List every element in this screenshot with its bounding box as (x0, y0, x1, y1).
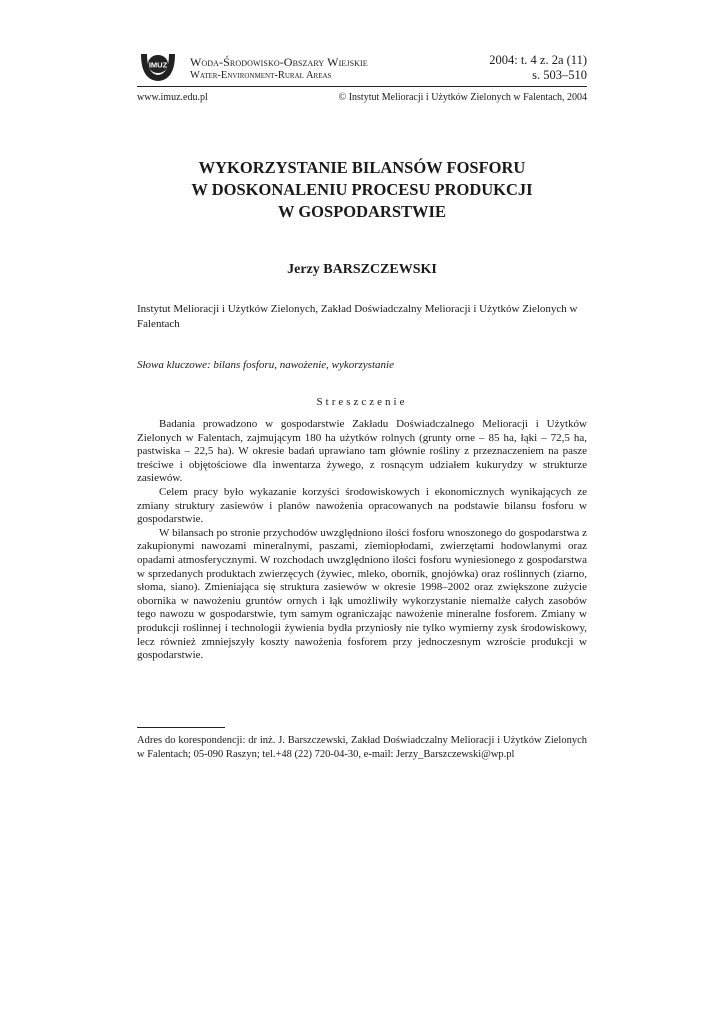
footnote-divider (137, 727, 225, 728)
issue-info: 2004: t. 4 z. 2a (11) (489, 53, 587, 67)
correspondence-footnote: Adres do korespondencji: dr inż. J. Barszczewski, Zakład Doświadczalny Melioracji i Użytków Zielonych w Falentach; 05-090 Raszyn; tel.+48 (22) 720-04-30, e-mail: Jerzy_Barszczewski@wp.pl (137, 735, 587, 760)
title-line: W GOSPODARSTWIE (278, 202, 446, 221)
header-divider (137, 86, 587, 87)
article-title (137, 157, 587, 223)
website-link[interactable]: www.imuz.edu.pl (137, 92, 208, 103)
page-range: s. 503–510 (532, 68, 587, 82)
copyright-notice: © Instytut Melioracji i Użytków Zielonych w Falentach, 2004 (338, 92, 587, 103)
journal-subtitle: Water-Environment-Rural Areas (190, 70, 332, 81)
author-name: Jerzy BARSZCZEWSKI (287, 262, 437, 277)
keywords: Słowa kluczowe: bilans fosforu, nawożenie, wykorzystanie (137, 359, 394, 371)
author-affiliation: Instytut Melioracji i Użytków Zielonych, Zakład Doświadczalny Melioracji i Użytków Zielonych w Falentach (137, 303, 578, 330)
abstract-body (137, 418, 587, 663)
abstract-heading: Streszczenie (316, 396, 408, 408)
abstract-paragraph: Badania prowadzono w gospodarstwie Zakładu Doświadczalnego Melioracji i Użytków Zielonych w Falentach, zajmującym 180 ha użytków rolnych (grunty orne – 85 ha, łąki – 72,5 ha, pastwiska – 22,5 ha). W okresie badań uprawiano tam głównie rośliny z przeznaczeniem na pasze treściwe i objętościowe dla inwentarza żywego, z rosnącym udziałem kukurydzy w strukturze zasiewów. (137, 418, 587, 485)
abstract-paragraph: Celem pracy było wykazanie korzyści środowiskowych i ekonomicznych wynikających ze zmiany struktury zasiewów i planów nawożenia opracowanych na podstawie bilansu fosforu w gospodarstwie. (137, 485, 587, 526)
abstract-paragraph: W bilansach po stronie przychodów uwzględniono ilości fosforu wnoszonego do gospodarstwa z zakupionymi nawozami mineralnymi, paszami, ziemiopłodami, zwierzętami hodowlanymi oraz opadami atmosferycznymi. W rozchodach uwzględniono ilości fosforu wyniesionego z gospodarstwa w sprzedanych produktach zwierzęcych (żywiec, mleko, obornik, gnojówka) oraz roślinnych (ziarno, słoma, siano). Zmieniająca się struktura zasiewów w okresie 1998–2002 oraz zwiększone zużycie obornika w nawożeniu gruntów ornych i łąk umożliwiły wykorzystanie niemalże całych zasobów tego nawozu w gospodarstwie, tym samym ograniczając nawożenie mineralne fosforem. Zmiany w produkcji roślinnej i technologii żywienia bydła przyniosły nie tylko wymierny zysk środowiskowy, lecz również zmniejszyły koszty nawożenia fosforem przy jednoczesnym wzroście produkcji w gospodarstwie. (137, 526, 587, 662)
journal-title: Woda-Środowisko-Obszary Wiejskie (190, 55, 368, 69)
logo-text: IMUZ (148, 60, 168, 70)
title-line: W DOSKONALENIU PROCESU PRODUKCJI (191, 180, 533, 199)
title-line: WYKORZYSTANIE BILANSÓW FOSFORU (198, 158, 526, 177)
journal-logo (139, 50, 177, 84)
imuz-logo-icon (139, 50, 177, 84)
